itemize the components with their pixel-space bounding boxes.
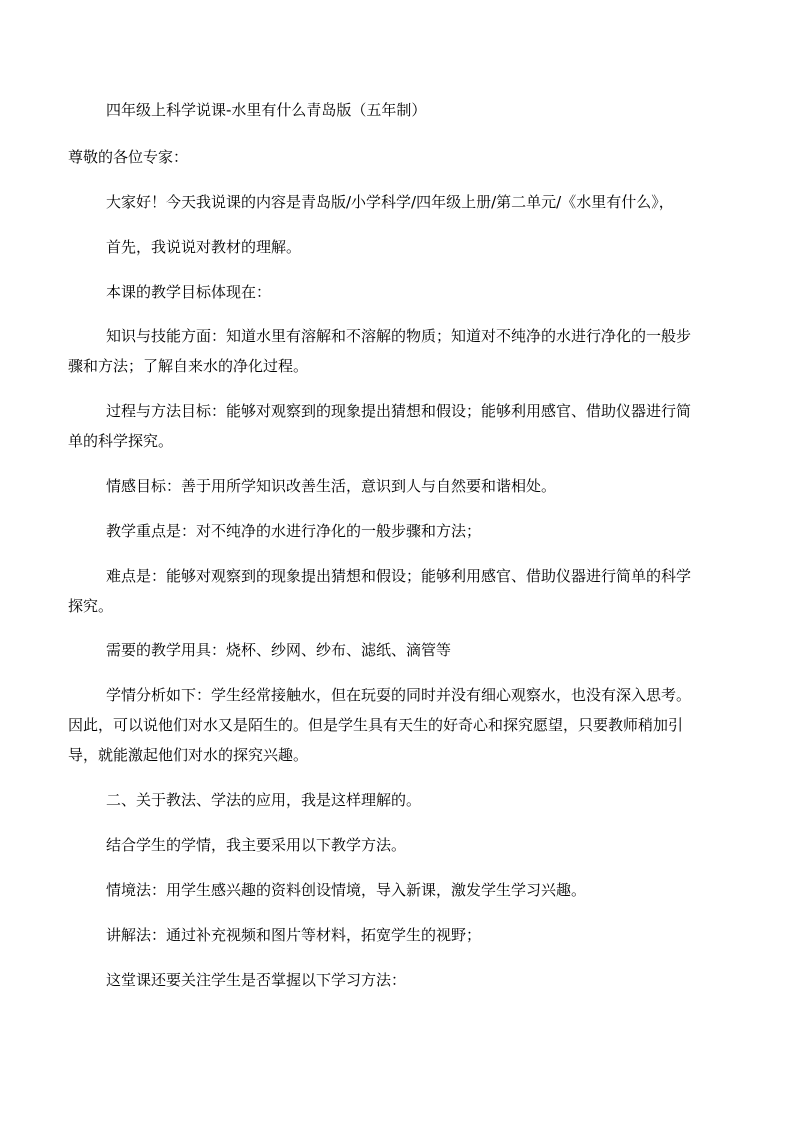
paragraph-line: 骤和方法；了解自来水的净化过程。 [68,357,309,375]
paragraph-line: 难点是：能够对观察到的现象提出猜想和假设；能够利用感官、借助仪器进行简单的科学 [106,567,692,585]
paragraph-line: 情感目标：善于用所学知识改善生活，意识到人与自然要和谐相处。 [106,477,557,495]
paragraph-line: 结合学生的学情，我主要采用以下教学方法。 [106,836,407,854]
paragraph-line: 单的科学探究。 [68,432,174,450]
paragraph-line: 需要的教学用具：烧杯、纱网、纱布、滤纸、滴管等 [106,641,452,659]
paragraph-line: 教学重点是：对不纯净的水进行净化的一般步骤和方法； [106,522,482,540]
paragraph-line: 因此，可以说他们对水又是陌生的。但是学生具有天生的好奇心和探究愿望，只要教师稍加引 [68,716,684,734]
document-title: 四年级上科学说课-水里有什么青岛版（五年制） [106,101,427,119]
paragraph-line: 情境法：用学生感兴趣的资料创设情境，导入新课，激发学生学习兴趣。 [106,881,587,899]
paragraph-line: 知识与技能方面：知道水里有溶解和不溶解的物质；知道对不纯净的水进行净化的一般步 [106,327,692,345]
paragraph-line: 大家好！今天我说课的内容是青岛版/小学科学/四年级上册/第二单元/《水里有什么》， [106,193,674,211]
paragraph-line: 探究。 [68,597,114,615]
paragraph-line: 过程与方法目标：能够对观察到的现象提出猜想和假设；能够利用感官、借助仪器进行简 [106,402,692,420]
paragraph-line: 这堂课还要关注学生是否掌握以下学习方法： [106,971,407,989]
paragraph-line: 学情分析如下：学生经常接触水，但在玩耍的同时并没有细心观察水，也没有深入思考。 [106,686,692,704]
paragraph-line: 本课的教学目标体现在： [106,283,272,301]
paragraph-line: 首先，我说说对教材的理解。 [106,238,302,256]
greeting: 尊敬的各位专家： [68,148,189,166]
paragraph-line: 二、关于教法、学法的应用，我是这样理解的。 [106,791,422,809]
paragraph-line: 讲解法：通过补充视频和图片等材料，拓宽学生的视野； [106,926,482,944]
paragraph-line: 导，就能激起他们对水的探究兴趣。 [68,746,309,764]
